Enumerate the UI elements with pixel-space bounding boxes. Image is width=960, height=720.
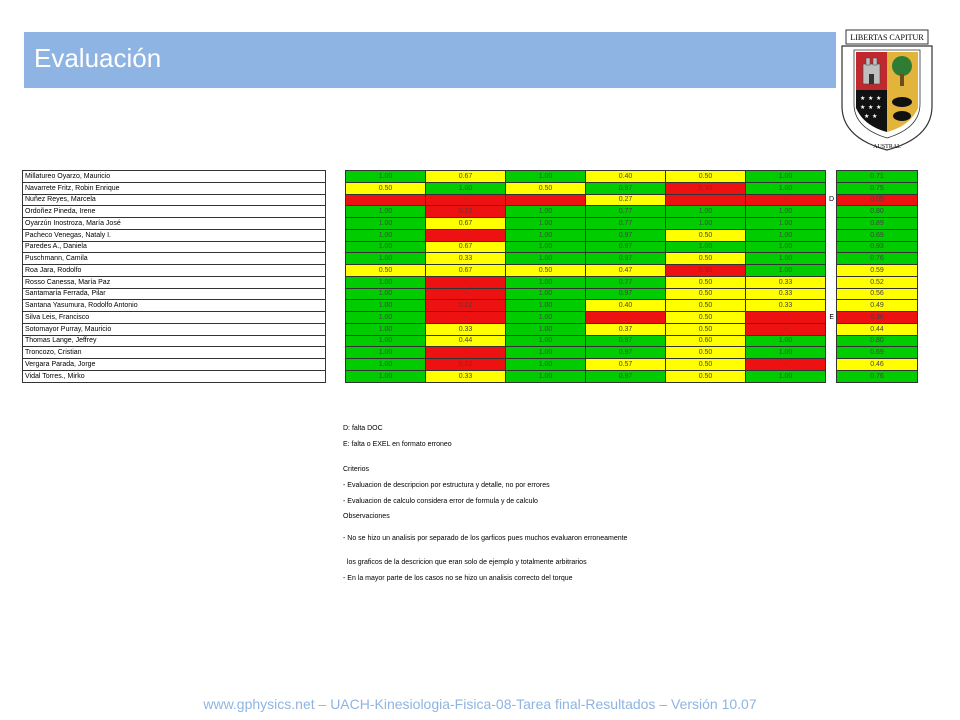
flag-cell [826, 300, 837, 312]
svg-text:★: ★ [872, 113, 878, 120]
svg-text:★: ★ [864, 113, 870, 120]
score-cell: 0.97 [586, 347, 666, 359]
score-cell: 1.00 [346, 253, 426, 265]
student-name: Thomas Lange, Jeffrey [23, 335, 326, 347]
score-cell: 0.50 [666, 300, 746, 312]
flag-cell: E [829, 313, 834, 321]
score-cell: 1.00 [346, 171, 426, 183]
score-cell: 1.00 [746, 182, 826, 194]
observation-item: los graficos de la descricion que eran solo de ejemplo y totalmente arbitrarios [343, 559, 587, 566]
student-name: Santana Yasumura, Rodolfo Antonio [23, 300, 326, 312]
score-cell: 1.00 [346, 323, 426, 335]
score-cell: 1.00 [346, 359, 426, 371]
flag-cell [826, 253, 837, 265]
score-cell: 1.00 [746, 241, 826, 253]
table-row [23, 347, 918, 359]
spacer [326, 347, 346, 359]
spacer [326, 370, 346, 382]
score-cell: 0.67 [426, 241, 506, 253]
score-cell: 1.00 [346, 335, 426, 347]
score-cell: 0.33 [426, 323, 506, 335]
title-bar [24, 32, 836, 88]
final-score-cell: 0.49 [837, 300, 918, 312]
score-cell: 1.00 [346, 206, 426, 218]
final-score-cell: 0.76 [837, 253, 918, 265]
score-cell: 0.33 [746, 276, 826, 288]
score-cell: 1.00 [506, 218, 586, 230]
score-cell: - [426, 347, 506, 359]
score-cell: 0.97 [586, 229, 666, 241]
score-cell: - [426, 288, 506, 300]
score-cell: 0.27 [586, 194, 666, 206]
score-cell: 1.00 [746, 265, 826, 277]
score-cell: 0.60 [666, 335, 746, 347]
table-row [23, 206, 918, 218]
svg-text:★: ★ [860, 95, 866, 102]
score-cell: 0.50 [346, 182, 426, 194]
score-cell [666, 194, 746, 206]
table-row [23, 300, 918, 312]
score-cell: 1.00 [746, 171, 826, 183]
footer-text: www.gphysics.net – UACH-Kinesiologia-Fisica-08-Tarea final-Resultados – Versión 10.07 [203, 696, 757, 712]
score-cell: - [426, 194, 506, 206]
score-cell: 0.50 [666, 253, 746, 265]
score-cell: 1.00 [426, 182, 506, 194]
score-cell: 1.00 [746, 229, 826, 241]
flag-cell [826, 171, 837, 183]
score-cell: 1.00 [746, 206, 826, 218]
score-cell: 0.97 [586, 253, 666, 265]
final-score-cell: 0.80 [837, 206, 918, 218]
score-cell: 1.00 [346, 312, 426, 324]
student-name: Pacheco Venegas, Nataly I. [23, 229, 326, 241]
final-score-cell: 0.69 [837, 229, 918, 241]
spacer [326, 312, 346, 324]
score-cell: 0.33 [426, 253, 506, 265]
score-cell: 0.33 [426, 370, 506, 382]
score-cell: 0.22 [426, 206, 506, 218]
score-cell: 0.50 [506, 182, 586, 194]
score-cell: 0.50 [666, 359, 746, 371]
table-row [23, 370, 918, 382]
score-cell: 0.77 [586, 206, 666, 218]
final-score-cell: 0.93 [837, 241, 918, 253]
final-score-cell: 0.75 [837, 182, 918, 194]
table-row [23, 241, 918, 253]
score-cell: 1.00 [506, 276, 586, 288]
score-cell: 0.50 [666, 171, 746, 183]
flag-cell [826, 347, 837, 359]
score-cell: 0.50 [346, 265, 426, 277]
student-name: Sotomayor Purray, Mauricio [23, 323, 326, 335]
svg-text:★: ★ [868, 104, 874, 111]
flag-cell [826, 182, 837, 194]
score-cell: - [746, 194, 826, 206]
table-row [23, 288, 918, 300]
grades-table [22, 170, 918, 383]
slide-title: Evaluación [34, 43, 162, 73]
svg-text:LIBERTAS CAPITUR: LIBERTAS CAPITUR [850, 33, 924, 42]
student-name: Oyarzún Inostroza, María José [23, 218, 326, 230]
score-cell: 0.44 [426, 335, 506, 347]
score-cell: 1.00 [506, 323, 586, 335]
student-name: Troncozo, Cristian [23, 347, 326, 359]
spacer [326, 300, 346, 312]
score-cell: 1.00 [346, 347, 426, 359]
score-cell: 1.00 [746, 253, 826, 265]
score-cell: 1.00 [666, 241, 746, 253]
score-cell: - [426, 276, 506, 288]
spacer [326, 171, 346, 183]
table-row [23, 253, 918, 265]
spacer [326, 182, 346, 194]
table-row [23, 171, 918, 183]
flag-cell [826, 323, 837, 335]
table-row [23, 265, 918, 277]
score-cell: 0.30 [666, 265, 746, 277]
criteria-title: Criterios [343, 466, 370, 473]
student-name: Nuñez Reyes, Marcela [23, 194, 326, 206]
score-cell: 0.77 [586, 218, 666, 230]
legend-d: D: falta DOC [343, 425, 383, 432]
flag-cell [826, 288, 837, 300]
score-cell: 1.00 [346, 229, 426, 241]
score-cell: 1.00 [666, 218, 746, 230]
score-cell: 0.50 [666, 370, 746, 382]
spacer [326, 206, 346, 218]
flag-cell [826, 241, 837, 253]
criteria-item: - Evaluacion de calculo considera error de formula y de calculo [343, 498, 538, 505]
score-cell: 0.33 [746, 300, 826, 312]
student-name: Vidal Torres., Mirko [23, 370, 326, 382]
student-name: Vergara Parada, Jorge [23, 359, 326, 371]
spacer [326, 194, 346, 206]
flag-cell [826, 335, 837, 347]
svg-text:AUSTRAL: AUSTRAL [873, 144, 901, 150]
score-cell: 0.22 [426, 300, 506, 312]
table-row [23, 323, 918, 335]
flag-cell: D [828, 196, 834, 204]
student-name: Santamaría Ferrada, Pilar [23, 288, 326, 300]
score-cell: 1.00 [346, 370, 426, 382]
student-name: Millatureo Oyarzo, Mauricio [23, 171, 326, 183]
score-cell [506, 194, 586, 206]
svg-text:★: ★ [868, 95, 874, 102]
observation-item: - No se hizo un analisis por separado de los garficos pues muchos evaluaron erroneamente [343, 535, 628, 542]
svg-text:★: ★ [876, 104, 882, 111]
score-cell: 1.00 [346, 276, 426, 288]
score-cell: 0.67 [426, 265, 506, 277]
table-row [23, 229, 918, 241]
score-cell: 0.30 [666, 182, 746, 194]
score-cell: 0.97 [586, 370, 666, 382]
score-cell: 0.50 [666, 276, 746, 288]
flag-cell [826, 206, 837, 218]
score-cell: 0.33 [746, 288, 826, 300]
final-score-cell: 0.69 [837, 347, 918, 359]
student-name: Paredes A., Daniela [23, 241, 326, 253]
spacer [326, 265, 346, 277]
score-cell: 1.00 [506, 335, 586, 347]
spacer [326, 253, 346, 265]
final-score-cell: 0.05 [837, 194, 918, 206]
student-name: Roa Jara, Rodolfo [23, 265, 326, 277]
flag-cell [826, 276, 837, 288]
student-name: Silva Leis, Francisco [23, 312, 326, 324]
spacer [326, 288, 346, 300]
score-cell: - [746, 323, 826, 335]
final-score-cell: 0.89 [837, 218, 918, 230]
svg-text:★: ★ [876, 95, 882, 102]
score-cell: 1.00 [506, 347, 586, 359]
score-cell: 0.97 [586, 241, 666, 253]
observations-title: Observaciones [343, 513, 390, 520]
score-cell: - [746, 359, 826, 371]
final-score-cell: 0.59 [837, 265, 918, 277]
score-cell: - [426, 229, 506, 241]
table-row [23, 276, 918, 288]
table-row [23, 359, 918, 371]
score-cell: 1.00 [506, 229, 586, 241]
score-cell: 0.97 [586, 182, 666, 194]
flag-cell [826, 359, 837, 371]
score-cell: 1.00 [506, 300, 586, 312]
flag-cell [826, 218, 837, 230]
final-score-cell: 0.46 [837, 359, 918, 371]
final-score-cell: 0.76 [837, 370, 918, 382]
score-cell: 1.00 [746, 370, 826, 382]
score-cell: 1.00 [506, 359, 586, 371]
score-cell [746, 312, 826, 324]
score-cell: 0.50 [666, 229, 746, 241]
university-crest-logo [836, 28, 938, 152]
score-cell: 1.00 [506, 370, 586, 382]
final-score-cell: 0.44 [837, 323, 918, 335]
score-cell: 0.37 [586, 323, 666, 335]
score-cell: 0.97 [586, 335, 666, 347]
score-cell: 0.67 [426, 218, 506, 230]
score-cell: - [426, 312, 506, 324]
score-cell: 1.00 [666, 206, 746, 218]
score-cell: 1.00 [506, 288, 586, 300]
flag-cell [826, 370, 837, 382]
score-cell: 0.50 [666, 312, 746, 324]
table-row [23, 194, 918, 206]
final-score-cell: 0.71 [837, 171, 918, 183]
spacer [326, 276, 346, 288]
svg-text:★: ★ [860, 104, 866, 111]
score-cell: 0.50 [666, 347, 746, 359]
flag-cell [826, 229, 837, 241]
score-cell: 1.00 [746, 335, 826, 347]
score-cell: 1.00 [746, 218, 826, 230]
spacer [326, 359, 346, 371]
score-cell: 0.50 [506, 265, 586, 277]
table-row [23, 182, 918, 194]
score-cell: 0.22 [426, 359, 506, 371]
student-name: Navarrete Fritz, Robin Enrique [23, 182, 326, 194]
score-cell [346, 194, 426, 206]
score-cell: 1.00 [346, 218, 426, 230]
score-cell: 1.00 [506, 312, 586, 324]
observation-item: - En la mayor parte de los casos no se hizo un analisis correcto del torque [343, 575, 573, 582]
score-cell: 0.97 [586, 288, 666, 300]
spacer [326, 241, 346, 253]
spacer [326, 218, 346, 230]
score-cell: 0.47 [586, 265, 666, 277]
score-cell: 0.40 [586, 171, 666, 183]
score-cell: 1.00 [506, 171, 586, 183]
score-cell: 1.00 [746, 347, 826, 359]
score-cell: 0.50 [666, 288, 746, 300]
criteria-item: - Evaluacion de descripcion por estructura y detalle, no por errores [343, 482, 550, 489]
score-cell: 0.77 [586, 276, 666, 288]
score-cell: 1.00 [346, 300, 426, 312]
student-name: Rosso Canessa, María Paz [23, 276, 326, 288]
table-row [23, 312, 918, 324]
final-score-cell: 0.56 [837, 288, 918, 300]
flag-cell [826, 265, 837, 277]
score-cell: 1.00 [506, 253, 586, 265]
spacer [326, 335, 346, 347]
score-cell: 1.00 [346, 288, 426, 300]
student-name: Puschmann, Camila [23, 253, 326, 265]
score-cell: 0.67 [426, 171, 506, 183]
score-cell: 1.00 [506, 241, 586, 253]
table-row [23, 335, 918, 347]
score-cell: 0.57 [586, 359, 666, 371]
score-cell: 0.50 [666, 323, 746, 335]
final-score-cell: 0.80 [837, 335, 918, 347]
final-score-cell: 0.52 [837, 276, 918, 288]
spacer [326, 323, 346, 335]
spacer [326, 229, 346, 241]
score-cell [586, 312, 666, 324]
score-cell: 1.00 [506, 206, 586, 218]
score-cell: 1.00 [346, 241, 426, 253]
final-score-cell: 0.36 [837, 312, 918, 324]
student-name: Ordoñez Pineda, Irene [23, 206, 326, 218]
legend-e: E: falta o EXEL en formato erroneo [343, 441, 452, 448]
table-row [23, 218, 918, 230]
score-cell: 0.40 [586, 300, 666, 312]
